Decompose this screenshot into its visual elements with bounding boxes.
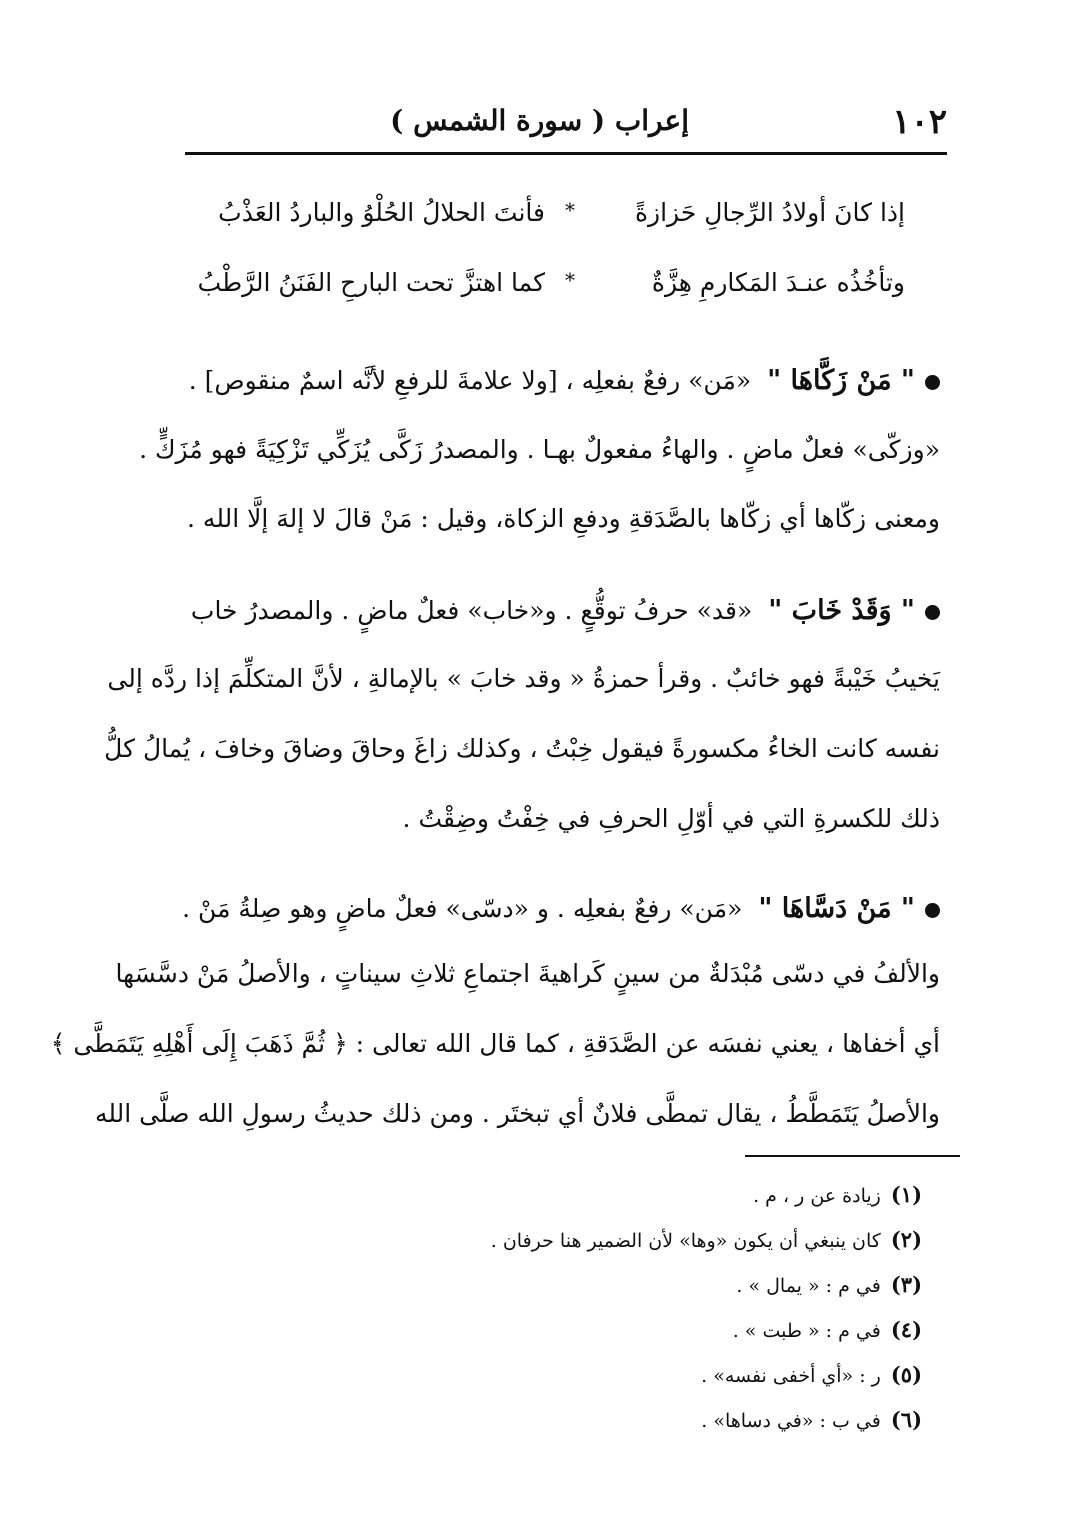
verse-second-hemistich: فأنتَ الحلالُ الحُلْوُ والباردُ العَذْبُ — [218, 198, 545, 227]
paragraph-text: «مَن» رفعٌ بفعلِه ، [ولا علامةَ للرفعِ لأنَّه اسمٌ منقوص] . — [188, 366, 752, 395]
paragraph-text: يَخيبُ خَيْبةً فهو خائبٌ . وقرأ حمزةُ « وقد خابَ » بالإمالةِ ، لأنَّ المتكلِّمَ إذا ردَّه إلى — [107, 664, 940, 693]
verse-first-hemistich: إذا كانَ أولادُ الرِّجالِ حَزازةً — [634, 198, 905, 227]
paragraph-line — [104, 734, 940, 764]
footnote-text: ر : «أي أخفى نفسه» . — [701, 1365, 881, 1387]
footnote-text: في م : « طبت » . — [732, 1320, 881, 1342]
paragraph-text: «قد» حرفُ توقُّعٍ . و«خاب» فعلٌ ماضٍ . والمصدرُ خاب — [190, 596, 753, 625]
bullet-icon — [925, 605, 940, 620]
footnote-number: (٢) — [890, 1227, 922, 1252]
verse-first-hemistich: وتأخُذُه عنـدَ المَكارمِ هِزَّةٌ — [651, 268, 905, 297]
footnote — [202, 1272, 922, 1298]
paragraph-line — [107, 664, 940, 694]
paragraph-line — [188, 365, 940, 396]
paragraph-line — [190, 595, 940, 626]
paragraph-text: «وزكّى» فعلٌ ماضٍ . والهاءُ مفعولٌ بهـا . والمصدرُ زَكَّى يُزَكِّي تَزْكِيَةً فهو مُزَكٍّ . — [139, 435, 940, 464]
page-header — [185, 100, 947, 150]
footnote — [202, 1407, 922, 1433]
paragraph-text: والأصلُ يَتَمَطَّطُ ، يقال تمطَّى فلانٌ أي تبختَر . ومن ذلك حديثُ رسولِ الله صلَّى الله — [94, 1099, 940, 1128]
header-rule — [185, 152, 947, 155]
paragraph-text: نفسه كانت الخاءُ مكسورةً فيقول خِبْتُ ، وكذلك زاغَ وحاقَ وضاقَ وخافَ ، يُمالُ كلُّ — [104, 734, 940, 763]
paragraph-line — [115, 959, 940, 989]
footnote — [202, 1227, 922, 1253]
paragraph-text: أي أخفاها ، يعني نفسَه عن الصَّدَقةِ ، كما قال الله تعالى : ﴿ ثُمَّ ذَهَبَ إِلَى أَهْلِهِ يَتَمَطَّى ﴾ — [50, 1029, 940, 1058]
paragraph-line — [300, 805, 940, 834]
poem-verse — [218, 198, 905, 238]
footnote-rule — [745, 1155, 960, 1157]
page-number: ١٠٢ — [892, 102, 947, 142]
paragraph-line — [139, 435, 940, 465]
footnote-text: في ب : «في دساها» . — [701, 1410, 881, 1432]
bullet-icon — [925, 903, 940, 918]
paragraph-text: «مَن» رفعٌ بفعلِه . و «دسّى» فعلٌ ماضٍ وهو صِلةُ مَنْ . — [182, 894, 743, 923]
footnote-number: (٣) — [890, 1272, 922, 1297]
paragraph-text: ومعنى زكّاها أي زكّاها بالصَّدَقةِ ودفعِ الزكاة، وقيل : مَنْ قالَ لا إلهَ إلَّا الله . — [187, 504, 940, 533]
footnote — [202, 1182, 922, 1208]
paragraph-text: ذلك للكسرةِ التي في أوّلِ الحرفِ في خِفْتُ وضِقْتُ . — [402, 804, 940, 833]
footnote-text: في م : « يمال » . — [736, 1275, 881, 1297]
paragraph-line — [50, 1029, 940, 1059]
verse-separator: * — [565, 198, 575, 222]
footnote-number: (١) — [890, 1182, 922, 1207]
paragraph-line — [187, 504, 940, 534]
paragraph-line — [182, 893, 940, 924]
paragraph-text: والألفُ في دسّى مُبْدَلةٌ من سينٍ كَراهيةَ اجتماعِ ثلاثِ سيناتٍ ، والأصلُ مَنْ دسَّسَها — [115, 959, 940, 988]
bullet-icon — [925, 375, 940, 390]
footnote-number: (٦) — [890, 1407, 922, 1432]
footnote-text: كان ينبغي أن يكون «وها» لأن الضمير هنا حرفان . — [490, 1230, 881, 1252]
footnote — [202, 1362, 922, 1388]
running-title: إعراب ( سورة الشمس ) — [390, 104, 689, 137]
footnote — [202, 1317, 922, 1343]
verse-second-hemistich: كما اهتزَّ تحت البارحِ الفَنَنُ الرَّطْبُ — [197, 268, 545, 297]
footnote-number: (٤) — [890, 1317, 922, 1342]
footnote-text: زيادة عن ر ، م . — [753, 1185, 881, 1207]
footnote-number: (٥) — [890, 1362, 922, 1387]
quran-phrase: " مَنْ دَسَّاهَا " — [758, 893, 915, 924]
paragraph-line — [94, 1099, 940, 1129]
quran-phrase: " وَقَدْ خَابَ " — [768, 595, 915, 626]
verse-separator: * — [565, 268, 575, 292]
quran-phrase: " مَنْ زَكَّاهَا " — [767, 365, 915, 396]
poem-verse — [197, 268, 905, 308]
